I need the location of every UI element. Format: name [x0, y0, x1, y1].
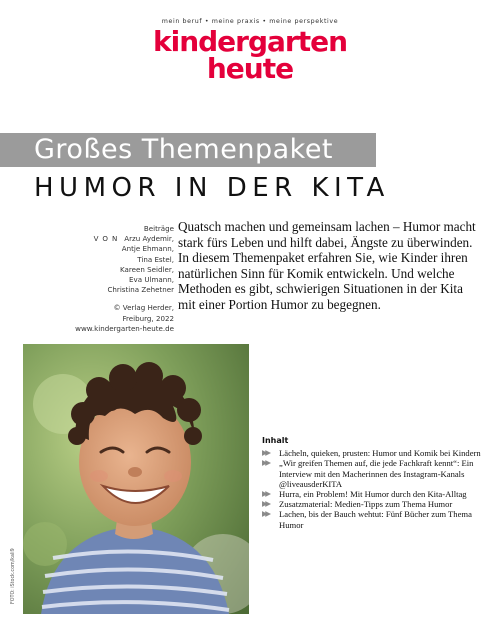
copyright-line: © Verlag Herder, — [113, 303, 174, 313]
magazine-logo[interactable] — [0, 25, 500, 85]
author-name: Kareen Seidler, — [120, 264, 174, 274]
author-name: Christina Zehetner — [107, 285, 174, 295]
website-link[interactable]: www.kindergarten-heute.de — [75, 323, 174, 333]
author-name: Arzu Aydemir, — [124, 234, 174, 244]
title-band-text: Großes Themenpaket — [34, 134, 334, 165]
author-name: Antje Ehmann, — [121, 244, 174, 254]
credits-label: Beiträge — [143, 224, 174, 233]
arrow-right-icon: ▶▶ — [262, 499, 269, 509]
list-item-text: Lachen, bis der Bauch wehtut: Fünf Bücher zum Thema Humor — [279, 509, 472, 530]
author-name: Tina Estel, — [137, 254, 174, 264]
intro-paragraph: Quatsch machen und gemeinsam lachen – Humor macht stark fürs Leben und hilft dabei, Ängste zu überwinden. In diesem Themenpaket erfahren Sie, wie Kinder ihren natürlichen Sinn für Komik entwickeln. Und welche Methoden es gibt, schwierigen Situationen in der Kita mit einer Portion Humor zu begegnen. — [178, 219, 476, 312]
list-item[interactable] — [262, 489, 492, 499]
list-item[interactable] — [262, 448, 492, 458]
credits-von: VON — [93, 234, 122, 244]
credits-first-line — [40, 234, 174, 244]
list-item[interactable] — [262, 458, 492, 489]
arrow-right-icon: ▶▶ — [262, 458, 269, 468]
logo-line-1: kindergarten — [152, 25, 348, 58]
child-photo — [23, 344, 249, 614]
table-of-contents — [262, 436, 492, 530]
photo-credit: FOTO: iStock.com/kali9 — [11, 548, 16, 604]
arrow-right-icon: ▶▶ — [262, 489, 269, 499]
list-item[interactable] — [262, 509, 492, 529]
list-item-text: Lächeln, quieken, prusten: Humor und Komik bei Kindern — [279, 448, 481, 459]
list-item-text: Zusatzmaterial: Medien-Tipps zum Thema Humor — [279, 499, 453, 510]
arrow-right-icon: ▶▶ — [262, 448, 269, 458]
list-item[interactable] — [262, 499, 492, 509]
copyright-line: Freiburg, 2022 — [122, 313, 174, 323]
list-item-text: Hurra, ein Problem! Mit Humor durch den Kita-Alltag — [279, 489, 467, 500]
credits-spacer — [40, 295, 174, 303]
author-name: Eva Ulmann, — [129, 275, 174, 285]
arrow-right-icon: ▶▶ — [262, 509, 269, 519]
contents-title: Inhalt — [262, 436, 289, 445]
masthead-tagline: mein beruf • meine praxis • meine perspektive — [161, 18, 339, 25]
logo-line-2: heute — [206, 52, 294, 85]
list-item-text: „Wir greifen Themen auf, die jede Fachkraft kennt“: Ein Interview mit den Macherinnen des Instagram-Kanals @liveausderKITA — [279, 458, 474, 489]
author-credits — [40, 224, 174, 334]
page-headline: HUMOR IN DER KITA — [34, 173, 390, 203]
